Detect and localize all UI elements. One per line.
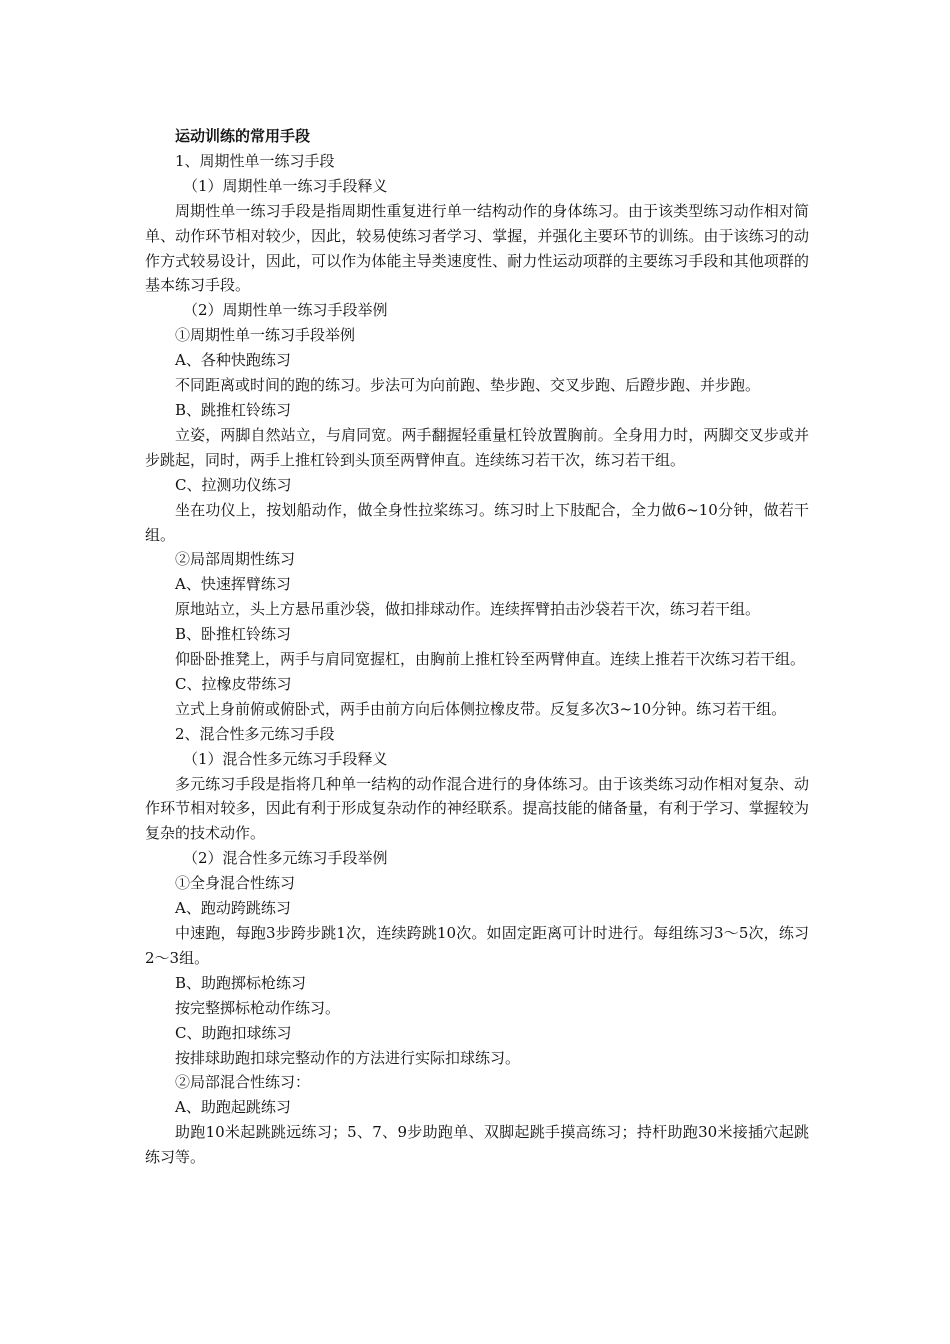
item-heading: A、快速挥臂练习	[175, 575, 291, 594]
item-text: 中速跑，每跑3步跨步跳1次，连续跨跳10次。如固定距离可计时进行。每组练习3～5次，练习2～3组。	[145, 924, 809, 967]
section-2-sub-1: （1）混合性多元练习手段释义	[183, 749, 388, 768]
item-text: 立式上身前俯或俯卧式，两手由前方向后体侧拉橡皮带。反复多次3~10分钟。练习若干组。	[175, 699, 787, 718]
section-1-heading: 1、周期性单一练习手段	[175, 151, 335, 170]
section-2-category-1: ①全身混合性练习	[175, 874, 296, 893]
section-2-sub-2: （2）混合性多元练习手段举例	[183, 849, 388, 868]
item-text: 坐在功仪上，按划船动作，做全身性拉桨练习。练习时上下肢配合，全力做6~10分钟，做若干组。	[145, 500, 809, 544]
document-page	[145, 124, 809, 1170]
section-1-paragraph: 周期性单一练习手段是指周期性重复进行单一结构动作的身体练习。由于该类型练习动作相对简单、动作环节相对较少，因此，较易使练习者学习、掌握，并强化主要环节的训练。由于该练习的动作方式较易设计，因此，可以作为体能主导类速度性、耐力性运动项群的主要练习手段和其他项群的基本练习手段。	[145, 201, 809, 295]
item-text: 仰卧卧推凳上，两手与肩同宽握杠，由胸前上推杠铃至两臂伸直。连续上推若干次练习若干组。	[175, 650, 806, 669]
section-2-category-2: ②局部混合性练习：	[175, 1073, 311, 1092]
item-heading: C、拉测功仪练习	[175, 475, 292, 494]
section-2-paragraph: 多元练习手段是指将几种单一结构的动作混合进行的身体练习。由于该类练习动作相对复杂、动作环节相对较多，因此有利于形成复杂动作的神经联系。提高技能的储备量，有利于学习、掌握较为复杂的技术动作。	[145, 774, 809, 843]
item-heading: B、跳推杠铃练习	[175, 400, 292, 419]
item-heading: C、助跑扣球练习	[175, 1023, 292, 1042]
item-text: 助跑10米起跳跳远练习；5、7、9步助跑单、双脚起跳手摸高练习；持杆助跑30米接插穴起跳练习等。	[145, 1123, 809, 1167]
section-1-category-2: ②局部周期性练习	[175, 550, 296, 569]
document-title: 运动训练的常用手段	[175, 127, 311, 145]
item-text: 按排球助跑扣球完整动作的方法进行实际扣球练习。	[175, 1048, 521, 1067]
item-text: 立姿，两脚自然站立，与肩同宽。两手翻握轻重量杠铃放置胸前。全身用力时，两脚交叉步或并步跳起，同时，两手上推杠铃到头顶至两臂伸直。连续练习若干次，练习若干组。	[145, 425, 809, 469]
section-1-sub-2: （2）周期性单一练习手段举例	[183, 301, 388, 320]
item-heading: C、拉橡皮带练习	[175, 674, 292, 693]
item-heading: B、助跑掷标枪练习	[175, 973, 307, 992]
item-heading: A、跑动跨跳练习	[175, 899, 291, 918]
section-1-category-1: ①周期性单一练习手段举例	[175, 326, 356, 345]
item-text: 按完整掷标枪动作练习。	[175, 998, 341, 1017]
item-heading: A、助跑起跳练习	[175, 1098, 291, 1117]
section-1-sub-1: （1）周期性单一练习手段释义	[183, 176, 388, 195]
item-heading: B、卧推杠铃练习	[175, 625, 292, 644]
section-2-heading: 2、混合性多元练习手段	[175, 724, 335, 743]
item-text: 不同距离或时间的跑的练习。步法可为向前跑、垫步跑、交叉步跑、后蹬步跑、并步跑。	[175, 376, 761, 395]
item-heading: A、各种快跑练习	[175, 351, 291, 370]
item-text: 原地站立，头上方悬吊重沙袋，做扣排球动作。连续挥臂拍击沙袋若干次，练习若干组。	[175, 600, 761, 619]
